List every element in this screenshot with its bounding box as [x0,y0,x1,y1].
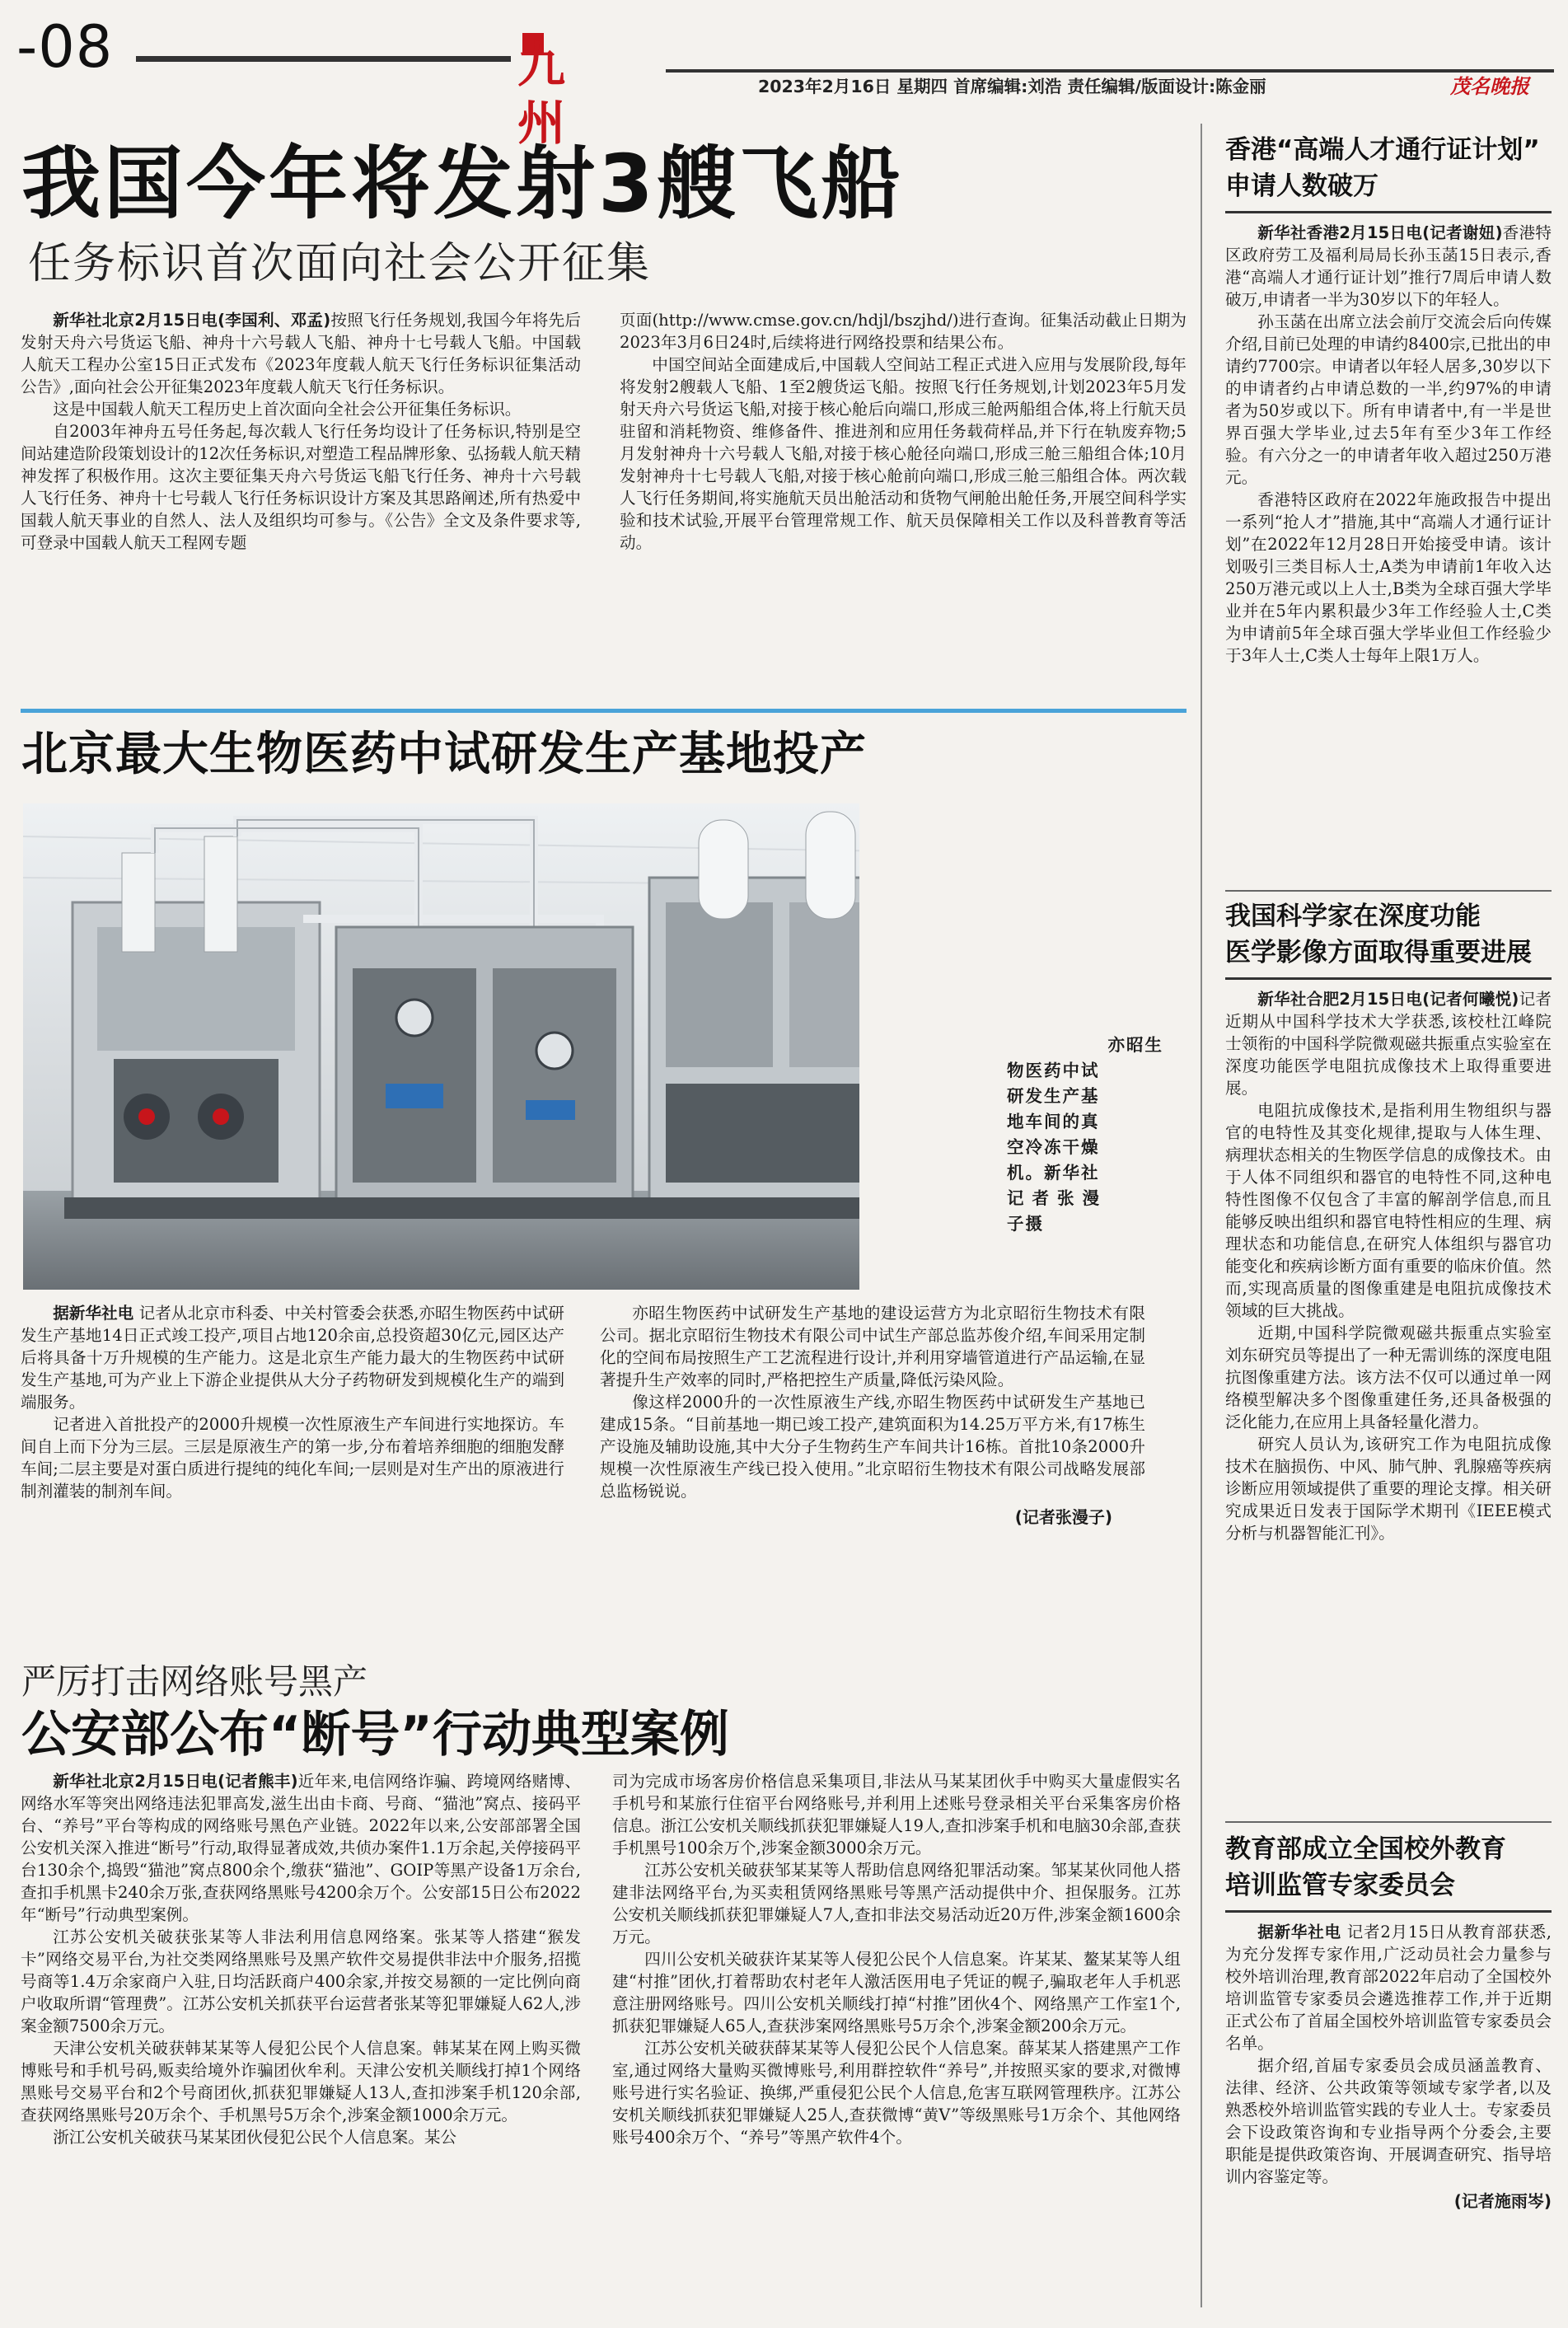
article1-para: 中国空间站全面建成后,中国载人空间站工程正式进入应用与发展阶段,每年将发射2艘载人飞船、1至2艘货运飞船。按照飞行任务规划,计划2023年5月发射天舟六号货运飞船,对接于核心舱后向端口,形成三舱两船组合体,将上行航天员驻留和消耗物资、维修备件、推进剂和应用任务载荷样品,并下行在轨废弃物;5月发射神舟十六号载人飞船,对接于核心舱径向端口,形成三舱三船组合体;10月发射神舟十七号载人飞船,对接于核心舱前向端口,形成三舱三船组合体。两次载人飞行任务期间,将实施航天员出舱活动和货物气闸舱出舱任务,开展空间科学实验和技术试验,开展平台管理常规工作、航天员保障相关工作以及科普教育等活动。 [620,355,1187,552]
article2-byline: (记者张漫子) [1014,1507,1112,1527]
side2-headline-line: 我国科学家在深度功能 [1225,902,1481,931]
side3-headline-line: 培训监管专家委员会 [1225,1871,1455,1900]
factory-photo-illustration [23,803,989,1290]
article1-para: 新华社北京2月15日电(李国利、邓孟)按照飞行任务规划,我国今年将先后发射天舟六号货运飞船、神舟十六号载人飞船、神舟十七号载人飞船。中国载人航天工程办公室15日正式发布《2023年度载人航天飞行任务标识征集活动公告》,面向社会公开征集2023年度载人航天飞行任务标识。 [21,311,581,396]
article3-col2 [612,1770,1181,2148]
side2-para: 新华社合肥2月15日电(记者何曦悦)记者近期从中国科学技术大学获悉,该校杜江峰院士领衔的中国科学院微观磁共振重点实验室在深度功能医学电阻抗成像技术上取得重要进展。 [1225,990,1552,1098]
article1-col1 [21,309,581,554]
photo-caption-line: 物医药中试 [1007,1061,1100,1080]
photo-caption-line: 机。新华社 [1007,1163,1100,1183]
photo-caption-line: 空冷冻干燥 [1007,1137,1100,1157]
side1-para: 香港特区政府在2022年施政报告中提出一系列“抢人才”措施,其中“高端人才通行证计划”在2022年12月28日开始接受申请。该计划吸引三类目标人士,A类为申请前1年收入达250万港元或以上人士,B类为全球百强大学毕业并在5年内累积最少3年工作经验人士,C类为申请前5年全球百强大学毕业但工作经验少于3年人士,C类人士每年上限1万人。 [1225,490,1552,665]
photo-caption-line: 研发生产基 [1007,1086,1100,1106]
side1-para: 孙玉菡在出席立法会前厅交流会后向传媒介绍,目前已处理的申请约8400宗,已批出的申请约7700宗。申请者以年轻人居多,30岁以下的申请者约占申请总数的一半,约97%的申请者为50岁或以下。所有申请者中,有一半是世界百强大学毕业,过去5年有至少3年工作经验。有六分之一的申请者年收入超过250万港元。 [1225,312,1552,487]
side3-rule [1225,1910,1552,1913]
page-number-dash: - [16,13,39,81]
article2-col1 [21,1302,564,1502]
photo-caption-box [859,803,989,1290]
article2-para: 亦昭生物医药中试研发生产基地的建设运营方为北京昭衍生物技术有限公司。据北京昭衍生物技术有限公司中试生产部总监苏俊介绍,车间采用定制化的空间布局按照生产工艺流程进行设计,并利用穿墙管道进行产品运输,在显著提升生产效率的同时,严格把控生产质量,降低污染风险。 [600,1304,1145,1389]
article1-col2 [620,309,1187,554]
factory-photo [23,803,989,1290]
article3-para: 江苏公安机关破获薛某某等人侵犯公民个人信息案。薛某某人搭建黑产工作室,通过网络大量购买微博账号,利用群控软件“养号”,并按照买家的要求,对微博账号进行实名验证、换绑,严重侵犯公民个人信息,危害互联网管理秩序。江苏公安机关顺线抓获犯罪嫌疑人25人,查获微博“黄V”等级黑账号1万余个、其他网络账号400余万个、“养号”等黑产软件4个。 [612,2039,1181,2147]
photo-caption-line: 亦昭生 [1107,1035,1163,1055]
sidebar-story-education [1225,1831,1552,2212]
article1-para: 页面(http://www.cmse.gov.cn/hdjl/bszjhd/)进行查询。征集活动截止日期为2023年3月6日24时,后续将进行网络投票和结果公布。 [620,311,1187,352]
side3-para: 据新华社电 记者2月15日从教育部获悉,为充分发挥专家作用,广泛动员社会力量参与校外培训治理,教育部2022年启动了全国校外培训监管专家委员会遴选推荐工作,并于近期正式公布了首届全国校外培训监管专家委员会名单。 [1225,1923,1552,2053]
article3-kicker: 严厉打击网络账号黑产 [21,1661,368,1702]
side1-rule [1225,211,1552,213]
article2-para: 像这样2000升的一次性原液生产线,亦昭生物医药中试研发生产基地已建成15条。“目前基地一期已竣工投产,建筑面积为14.25万平方米,有17栋生产设施及辅助设施,其中大分子生物药生产车间共计16栋。首批10条2000升规模一次性原液生产线已投入使用。”北京昭衍生物技术有限公司战略发展部总监杨锐说。 [600,1393,1145,1501]
side1-para: 新华社香港2月15日电(记者谢妞)香港特区政府劳工及福利局局长孙玉菡15日表示,香港“高端人才通行证计划”推行7周后申请人数破万,申请者一半为30岁以下的年轻人。 [1225,223,1552,309]
sidebar-rule [1225,1821,1552,1823]
side1-headline-line: 香港“高端人才通行证计划” [1225,135,1540,165]
photo-caption-line: 记者张漫 [1007,1188,1107,1208]
article1-para: 这是中国载人航天工程历史上首次面向全社会公开征集任务标识。 [53,400,522,419]
article3-para: 浙江公安机关破获马某某团伙侵犯公民个人信息案。某公 [53,2128,457,2147]
article3-headline: 公安部公布“断号”行动典型案例 [21,1706,729,1764]
section-name: 九州 [517,37,568,151]
article1-headline: 我国今年将发射3艘飞船 [21,138,904,230]
photo-caption-line: 子摄 [1007,1214,1044,1234]
page-number-value: 08 [38,13,114,81]
sidebar-rule [1225,890,1552,892]
section-divider [21,709,1187,713]
side3-byline: (记者施雨岑) [1453,2191,1552,2211]
article2-para: 记者进入首批投产的2000升规模一次性原液生产车间进行实地探访。车间自上而下分为三层。三层是原液生产的第一步,分布着培养细胞的细胞发酵车间;二层主要是对蛋白质进行提纯的纯化车间;一层则是对生产出的原液进行制剂灌装的制剂车间。 [21,1415,564,1501]
article3-col1 [21,1770,581,2148]
section-badge [517,31,608,151]
side2-para: 研究人员认为,该研究工作为电阻抗成像技术在脑损伤、中风、肺气肿、乳腺癌等疾病诊断应用领域提供了重要的理论支撑。相关研究成果近日发表于国际学术期刊《IEEE模式分析与机器智能汇刊》。 [1225,1435,1552,1543]
article1-para: 自2003年神舟五号任务起,每次载人飞行任务均设计了任务标识,特别是空间站建造阶段策划设计的12次任务标识,对塑造工程品牌形象、弘扬载人航天精神发挥了积极作用。这次主要征集天舟六号货运飞船飞行任务、神舟十六号载人飞行任务、神舟十七号载人飞行任务标识设计方案及其思路阐述,所有热爱中国载人航天事业的自然人、法人及组织均可参与。《公告》全文及条件要求等,可登录中国载人航天工程网专题 [21,422,581,552]
article2-para: 据新华社电 记者从北京市科委、中关村管委会获悉,亦昭生物医药中试研发生产基地14日正式竣工投产,项目占地120余亩,总投资超30亿元,园区达产后将具备十万升规模的生产能力。这是北京生产能力最大的生物医药中试研发生产基地,可为产业上下游企业提供从大分子药物研发到规模化生产的端到端服务。 [21,1304,565,1412]
dateline: 2023年2月16日 星期四 首席编辑:刘浩 责任编辑/版面设计:陈金丽 [758,77,1266,96]
page-number [16,13,114,81]
article3-para: 司为完成市场客房价格信息采集项目,非法从马某某团伙手中购买大量虚假实名手机号和某旅行住宿平台网络账号,并利用上述账号登录相关平台采集客房价格信息。浙江公安机关顺线抓获犯罪嫌疑人19人,查扣涉案手机和电脑30余部,查获手机黑号100余万个,涉案金额3000余万元。 [612,1772,1181,1857]
article3-para: 新华社北京2月15日电(记者熊丰)近年来,电信网络诈骗、跨境网络赌博、网络水军等突出网络违法犯罪高发,滋生出由卡商、号商、“猫池”窝点、接码平台、“养号”平台等构成的网络账号黑色产业链。2022年以来,公安部部署全国公安机关深入推进“断号”行动,取得显著成效,共侦办案件1.1万余起,关停接码平台130余个,捣毁“猫池”窝点800余个,缴获“猫池”、GOIP等黑产设备1万余台,查扣手机黑卡240余万张,查获网络黑账号4200余万个。公安部15日公布2022年“断号”行动典型案例。 [21,1772,582,1924]
photo-caption [1007,1033,1163,1237]
sidebar-divider [1201,124,1202,2307]
side2-para: 近期,中国科学院微观磁共振重点实验室刘东研究员等提出了一种无需训练的深度电阻抗图像重建方法。该方法不仅可以通过单一网络模型解决多个图像重建任务,还具备极强的泛化能力,在应用上具备轻量化潜力。 [1225,1323,1552,1431]
sidebar-story-imaging [1225,898,1552,1544]
masthead-right-rule [666,69,1554,73]
article2-col2 [600,1302,1145,1528]
article3-para: 四川公安机关破获许某某等人侵犯公民个人信息案。许某某、鳌某某等人组建“村推”团伙,打着帮助农村老年人激活医用电子凭证的幌子,骗取老年人手机恶意注册网络账号。四川公安机关顺线打掉“村推”团伙4个、网络黑产工作室1个,抓获犯罪嫌疑人65人,查获涉案网络黑账号5万余个,涉案金额200余万元。 [612,1950,1181,2035]
side3-headline-line: 教育部成立全国校外教育 [1225,1834,1506,1864]
article2-headline: 北京最大生物医药中试研发生产基地投产 [21,728,867,781]
side2-rule [1225,977,1552,980]
article3-para: 江苏公安机关破获邹某某等人帮助信息网络犯罪活动案。邹某某伙同他人搭建非法网络平台,为买卖租赁网络黑账号等黑产活动提供中介、担保服务。江苏公安机关顺线抓获犯罪嫌疑人7人,查扣非法交易活动近20万件,涉案金额1600余万元。 [612,1861,1181,1946]
paper-logo: 茂名晚报 [1450,74,1529,98]
article3-para: 江苏公安机关破获张某等人非法利用信息网络案。张某等人搭建“猴发卡”网络交易平台,为社交类网络黑账号及黑产软件交易提供非法中介服务,招揽号商等1.4万余家商户入驻,日均活跃商户400余家,并按交易额的一定比例向商户收取所谓“管理费”。江苏公安机关抓获平台运营者张某等犯罪嫌疑人62人,涉案金额7500余万元。 [21,1928,581,2035]
sidebar-story-hk [1225,132,1552,667]
side1-headline-line: 申请人数破万 [1225,171,1378,201]
article3-para: 天津公安机关破获韩某某等人侵犯公民个人信息案。韩某某在网上购买微博账号和手机号码,贩卖给境外诈骗团伙牟利。天津公安机关顺线打掉1个网络黑账号交易平台和2个号商团伙,抓获犯罪嫌疑人13人,查扣涉案手机120余部,查获网络黑账号20万余个、手机黑号5万余个,涉案金额1000余万元。 [21,2039,581,2124]
photo-caption-line: 地车间的真 [1007,1112,1100,1131]
masthead-left-rule [136,56,511,62]
side2-para: 电阻抗成像技术,是指利用生物组织与器官的电特性及其变化规律,提取与人体生理、病理状态相关的生物医学信息的成像技术。由于人体不同组织和器官的电特性不同,这种电特性图像不仅包含了丰富的解剖学信息,而且能够反映出组织和器官电特性相应的生理、病理状态和功能信息,在研究人体组织与器官功能变化和疾病诊断方面有重要的临床价值。然而,实现高质量的图像重建是电阻抗成像技术领域的巨大挑战。 [1225,1101,1552,1320]
side2-headline-line: 医学影像方面取得重要进展 [1225,938,1532,967]
article1-subhead: 任务标识首次面向社会公开征集 [28,239,652,288]
side3-para: 据介绍,首届专家委员会成员涵盖教育、法律、经济、公共政策等领域专家学者,以及熟悉校外培训监管实践的专业人士。专家委员会下设政策咨询和专业指导两个分委会,主要职能是提供政策咨询、开展调查研究、指导培训内容鉴定等。 [1225,2056,1552,2186]
